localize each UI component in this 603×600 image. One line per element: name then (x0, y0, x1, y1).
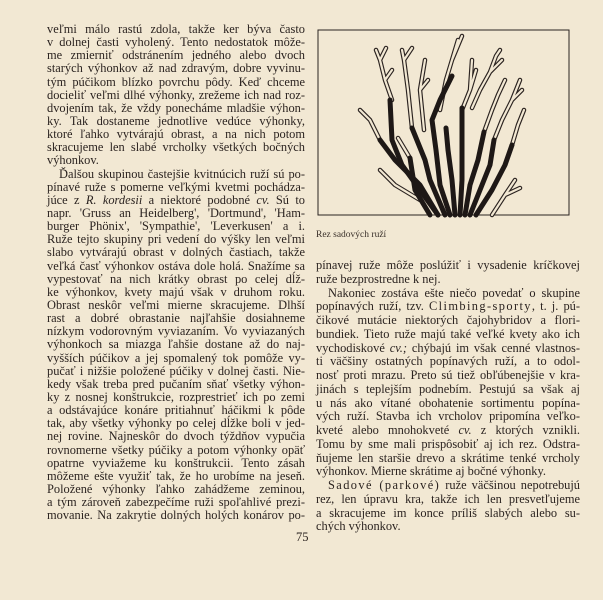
text-run: výhonkoch sa miazga ľahšie dostane až do naj- (47, 337, 305, 352)
text-run: Sú to (269, 192, 305, 207)
figure-caption: Rez sadových ruží (316, 230, 387, 240)
text-line (316, 342, 580, 356)
spaced-text: Climbing-sporty (428, 299, 532, 314)
right-text-column (316, 259, 580, 534)
text-run: tým púčikom blízko povrchu pôdy. Keď chceme (47, 74, 305, 89)
text-run: a skracujeme im konce príliš slabých alebo su- (316, 505, 580, 520)
text-run: ky z nosnej konštrukcie, rozprestrieť ich po zemi (47, 389, 305, 404)
text-run: rast a dobré obrastanie najľahšie dosiahneme (47, 311, 305, 326)
text-run: kveté alebo mnohokveté (316, 423, 459, 437)
text-run: ti väčšiny ostatných popínavých ruží, a to odol- (316, 354, 580, 369)
text-line (316, 300, 580, 314)
text-run: chých výhonkov. (316, 519, 401, 534)
text-run: veľká časť výhonkov ostáva dole holá. Snažíme sa (47, 258, 305, 273)
text-run: Ruže tejto skupiny pri vedení do výšky len veľmi (47, 232, 305, 247)
unpruned-branch-fill (402, 48, 412, 128)
text-line (316, 259, 580, 273)
text-run: vyšších púčikov a jej spomalený tok pomôže vy- (47, 350, 305, 365)
text-run: môžeme ešte využiť tak, že ho urobíme na jeseň. (47, 468, 305, 483)
text-line (47, 509, 305, 522)
text-line (316, 410, 580, 424)
text-line (316, 438, 580, 452)
text-run: a tým zároveň zabezpečíme ruži spoľahlivé prezi- (47, 495, 305, 510)
italic-text: cv. (256, 192, 270, 207)
text-run: veľmi málo rastú zdola, takže ker býva často (47, 22, 305, 36)
text-run: bundiek. Tieto ruže majú také veľké kvety ako ich (316, 326, 580, 341)
text-run: docieliť veľmi dlhé výhonky, zrežeme ich nad roz- (47, 87, 305, 102)
text-run: z ktorých vznikli. (471, 423, 580, 437)
text-run: Obrast neskôr veľmi mierne skracujeme. Dlhší (47, 297, 305, 312)
text-line (316, 493, 580, 507)
text-run: rovnomerne všetky púčiky a potom výhonky opäť (47, 442, 305, 457)
text-run: slabo vytvárajú obrast v dolných častiach, takže (47, 245, 305, 260)
text-run: napr. 'Gruss an Heidelberg', 'Dortmund', 'Ham- (47, 205, 305, 220)
text-run: vypestovať na nich krátky obrast po celej dĺž- (47, 271, 305, 286)
text-run: ke výhonkov, kvety majú však v druhom roku. (47, 284, 305, 299)
pruned-branch (460, 108, 462, 215)
page-number: 75 (296, 530, 309, 544)
text-run: starých výhonkov až nad zdravým, dobre vyvinu- (47, 61, 305, 76)
text-run: me zmierniť odstránením jedného alebo dvoch (47, 48, 305, 63)
text-run: jinách s teplejším podnebím. Pestujú sa však aj (316, 381, 580, 396)
italic-text: cv.; (389, 340, 408, 355)
text-run: chýbajú im však cenné vlastnos- (407, 340, 580, 355)
text-line (316, 452, 580, 466)
text-run: Položené výhonky ľahko zahádžeme zeminou, (47, 481, 305, 496)
text-run: Nakoniec zostáva ešte niečo povedať o skupine (328, 285, 580, 300)
text-run: v dolnej časti vyholený. Tento nedostatok môže- (47, 35, 305, 50)
text-run: skracujeme len slabé vrcholky všetkých bočných (47, 140, 305, 155)
text-run: tak, aby všetky výhonky po celej dĺžke boli v jed- (47, 416, 305, 431)
text-line (316, 314, 580, 328)
text-line (316, 383, 580, 397)
italic-text: R. kordesii (85, 192, 143, 207)
text-run: výhonkov. Mierne skrátime aj bočné výhonky. (316, 464, 546, 479)
text-line (316, 465, 580, 479)
text-run: ruže bezprostredne k nej. (316, 271, 441, 286)
text-line (316, 479, 580, 493)
text-line (316, 369, 580, 383)
text-line (316, 328, 580, 342)
text-run: a niektoré podobné (142, 192, 257, 207)
italic-text: cv. (458, 423, 472, 437)
text-run: vychodiskové (316, 340, 390, 355)
text-run: pínavej ruže môže poslúžiť i vysadenie kríčkovej (316, 258, 580, 272)
text-run: júce z (47, 192, 86, 207)
text-run: dvojením tak, že vždy ponecháme mladšie výhon- (47, 100, 305, 115)
text-line (316, 273, 580, 287)
text-line (316, 424, 580, 438)
text-line (316, 507, 580, 521)
text-run: movanie. Na zakrytie dolných holých konárov po- (47, 508, 305, 523)
text-line (316, 355, 580, 369)
text-run: ktoré ľahko vytvárajú obrast, a na nich potom (47, 127, 305, 142)
text-run: Tomu by sme mali prispôsobiť aj ich rez. Odstra- (316, 436, 580, 451)
figure-frame (318, 30, 569, 215)
text-run: ky. Tak dostaneme jednotlive vedúce výhonky, (47, 113, 305, 128)
text-run: pínavé ruže s pomerne veľkými kvetmi pochádza- (47, 179, 305, 194)
text-run: a odstávajúce konáre pritiahnuť háčikmi k pôde (47, 403, 305, 418)
text-line (316, 520, 580, 534)
text-run: rez, len úpravu kra, takže ich len presvetľujeme (316, 491, 580, 506)
text-line (316, 287, 580, 301)
text-run: vých ruží. Stavba ich vrcholov pripomína veľko- (316, 409, 580, 424)
text-run: nosť proti mrazu. Preto sú tiež obľúbenejšie v kra- (316, 368, 580, 382)
pruned-branches (380, 76, 512, 215)
text-run: nej rovine. Najneskôr do dvoch týždňov vypučia (47, 429, 305, 444)
text-run: opatrne vyviažeme ku konštrukcii. Tento zásah (47, 455, 305, 470)
text-run: Ďalšou skupinou častejšie kvitnúcich ruží sú po- (59, 166, 305, 181)
unpruned-branch-fill (512, 110, 524, 145)
text-run: ruže väčšinou nepotrebujú (440, 478, 580, 492)
text-run: výhonkov. (47, 153, 99, 168)
text-run: popínavých ruží, tzv. (316, 299, 429, 314)
text-run: , t. j. pú- (531, 299, 580, 314)
text-run: pučať i nižšie položené púčiky v dolnej časti. Nie- (47, 363, 305, 378)
text-run: u nás ako vítané obohatenie sortimentu popína- (316, 395, 580, 410)
spaced-text: Sadové (parkové) (328, 478, 441, 492)
left-text-column (47, 23, 305, 522)
text-run: kedy však treba pred pučaním sňať všetky výhon- (47, 376, 305, 391)
text-run: nízkym vodorovným vyviazaním. Vo vyviazaných (47, 324, 305, 339)
text-line (316, 397, 580, 411)
text-run: ňujeme len staršie drevo a skrátime tenké vrcholy (316, 450, 580, 465)
text-run: čikové mutácie niektorých čajohybridov a flori- (316, 313, 580, 327)
text-run: burger Phönix', 'Sympathie', 'Leverkusen' a i. (47, 219, 305, 234)
